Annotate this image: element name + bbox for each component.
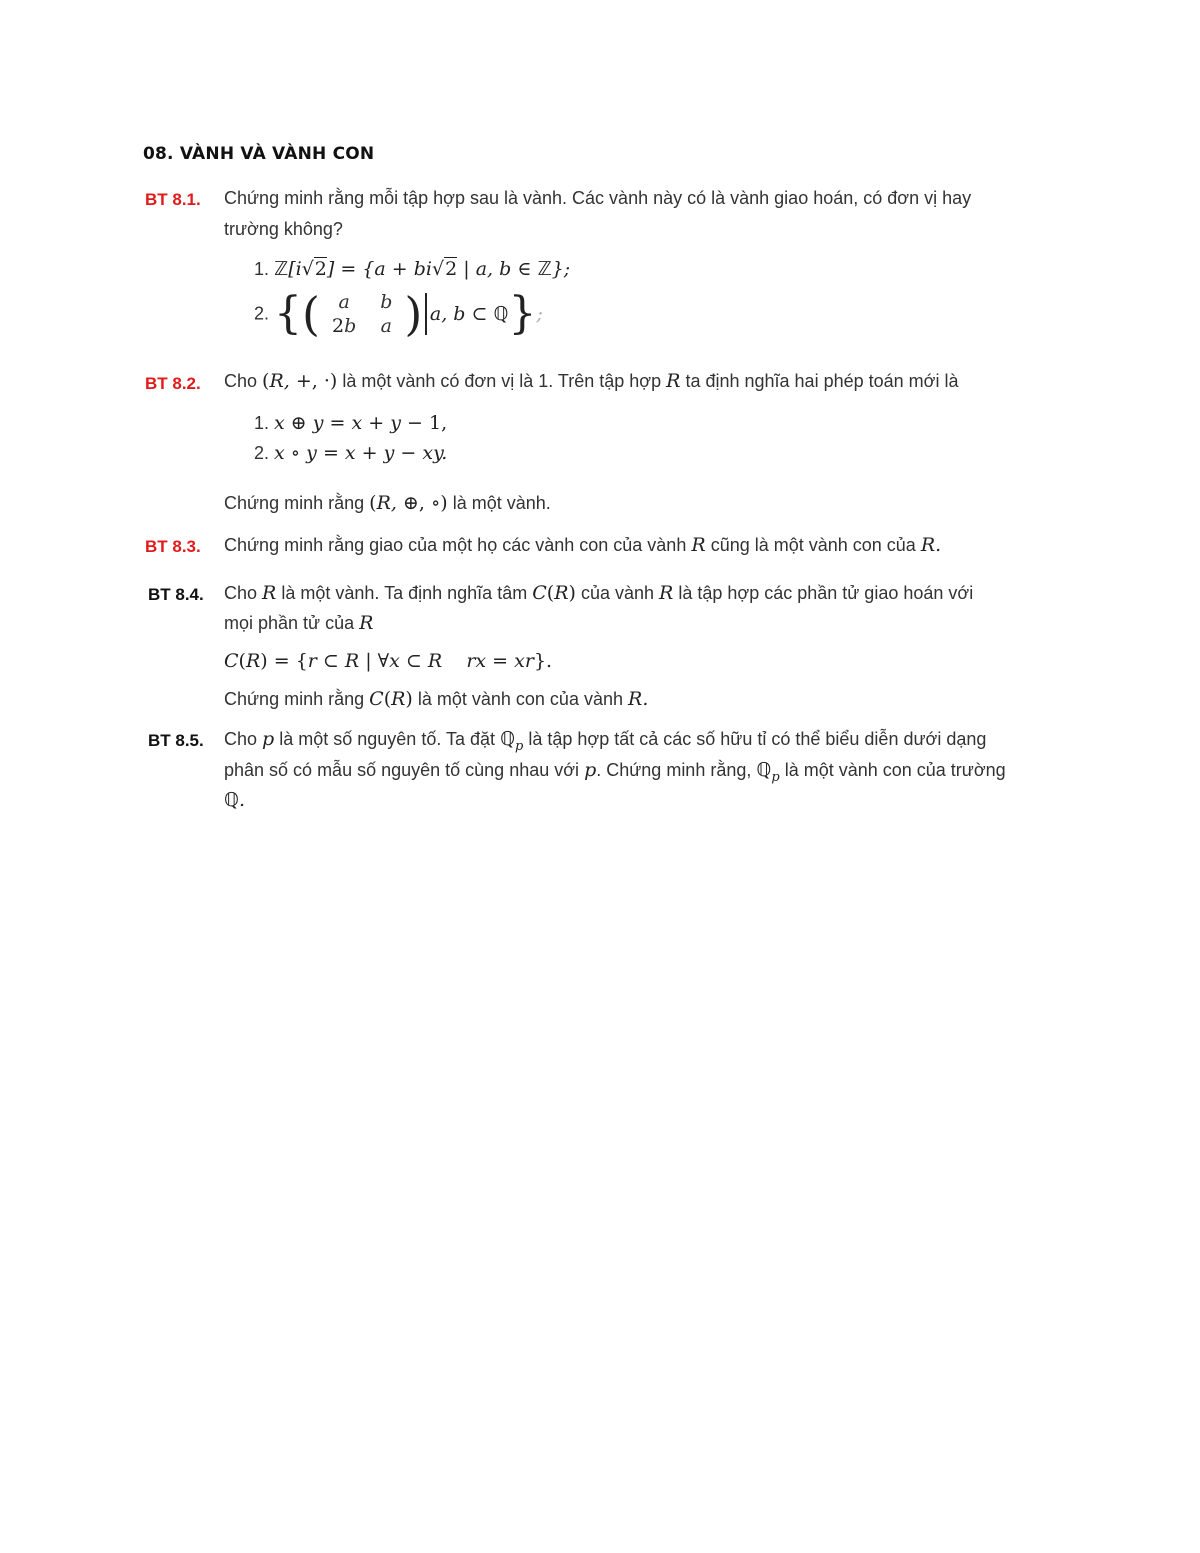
math-center: C(R) (369, 688, 413, 710)
exercise-label-8-3: BT 8.3. (145, 537, 201, 556)
text-b: là một vành. Ta định nghĩa tâm (281, 583, 528, 603)
math-r: R (666, 370, 681, 392)
exercise-label-8-4: BT 8.4. (148, 585, 204, 604)
math-matrix: a b 2b a (331, 291, 393, 337)
math-bar (425, 293, 427, 335)
exercise-label-8-5: BT 8.5. (148, 731, 204, 750)
exercise-8-4-conclusion (224, 688, 648, 710)
text-b: là một số nguyên tố. Ta đặt (279, 729, 496, 749)
math-formula-z-i-sqrt2: ℤ[i√2] = {a + bi√2 | a, b ∈ ℤ}; (274, 258, 571, 280)
math-r: R (659, 582, 674, 604)
item-number: 2. (254, 443, 270, 463)
text-a: Cho (224, 729, 258, 749)
exercise-8-2-item-1 (254, 412, 447, 434)
exercise-label-8-2: BT 8.2. (145, 374, 201, 393)
exercise-8-1-text-line1: Chứng minh rằng mỗi tập hợp sau là vành. Các vành này có là vành giao hoán, có đơn vị hay (224, 188, 972, 208)
math-r: R (359, 612, 374, 634)
text-c: là tập hợp tất cả các số hữu tỉ có thể biểu diễn dưới dạng (528, 729, 987, 749)
exercise-8-2-text-line1 (224, 370, 958, 392)
math-r: R. (628, 688, 649, 710)
exercise-label-8-1: BT 8.1. (145, 190, 201, 209)
text-conclusion-a: Chứng minh rằng (224, 689, 365, 709)
text-d: là tập hợp các phần tử giao hoán với (678, 583, 974, 603)
item-number: 1. (254, 413, 270, 433)
exercise-8-5-text-line1 (224, 728, 986, 754)
math-r: R (262, 582, 277, 604)
exercise-8-5-text-line2 (224, 759, 1006, 785)
text-f: là một vành con của trường (784, 760, 1006, 780)
math-center-def: C(R) = {r ⊂ R | ∀x ⊂ R rx = xr}. (224, 650, 553, 672)
text-conclusion-a: Chứng minh rằng (224, 493, 365, 513)
math-center: C(R) (532, 582, 576, 604)
item-number: 2. (254, 303, 270, 324)
math-ring-r: (R, +, ·) (262, 370, 338, 392)
text-c: của vành (580, 583, 654, 603)
exercise-8-4-text-line2 (224, 612, 373, 634)
math-paren-right: ) (404, 287, 423, 341)
exercise-8-3-text (224, 534, 941, 556)
exercise-8-4-formula (224, 650, 552, 672)
text-end: ta định nghĩa hai phép toán mới là (685, 371, 959, 391)
math-r: R (691, 534, 706, 556)
text-a: Cho (224, 583, 258, 603)
exercise-8-1-item-2: 2. {( a b 2b a ) a, b ⊂ ℚ}; (254, 287, 543, 341)
exercise-8-1-item-1 (254, 258, 570, 280)
text-d: phân số có mẫu số nguyên tố cùng nhau với (224, 760, 580, 780)
text-b: cũng là một vành con của (710, 535, 916, 555)
text-cho: Cho (224, 371, 258, 391)
text-a: Chứng minh rằng giao của một họ các vành con của vành (224, 535, 687, 555)
text-e: mọi phần tử của (224, 613, 355, 633)
math-qp: ℚ$_p$ (500, 728, 524, 754)
math-brace-left: { (274, 288, 303, 339)
text-conclusion-b: là một vành. (452, 493, 551, 513)
math-qp: ℚ$_p$ (756, 759, 780, 785)
exercise-8-1-text-line2: trường không? (224, 219, 343, 239)
math-paren-left: ( (302, 287, 320, 341)
text-conclusion-b: là một vành con của vành (417, 689, 623, 709)
text-e: . Chứng minh rằng, (596, 760, 752, 780)
math-p: p (584, 759, 597, 781)
math-ring-new: (R, ⊕, ∘) (369, 492, 448, 514)
math-brace-right: } (508, 288, 537, 339)
math-q: ℚ. (224, 789, 246, 811)
exercise-8-4-text-line1 (224, 582, 973, 604)
exercise-8-5-text-line3 (224, 789, 245, 811)
item-number: 1. (254, 259, 270, 279)
exercise-8-2-conclusion (224, 492, 551, 514)
math-circ-def: x ∘ y = x + y − xy. (274, 442, 448, 464)
math-condition: a, b ⊂ ℚ (429, 303, 509, 325)
exercise-8-2-item-2 (254, 442, 447, 464)
text-mid: là một vành có đơn vị là 1. Trên tập hợp (342, 371, 662, 391)
math-r: R. (920, 534, 942, 556)
math-oplus-def: x ⊕ y = x + y − 1, (274, 412, 448, 434)
section-title: 08. VÀNH VÀ VÀNH CON (143, 144, 375, 164)
math-p: p (262, 728, 275, 750)
